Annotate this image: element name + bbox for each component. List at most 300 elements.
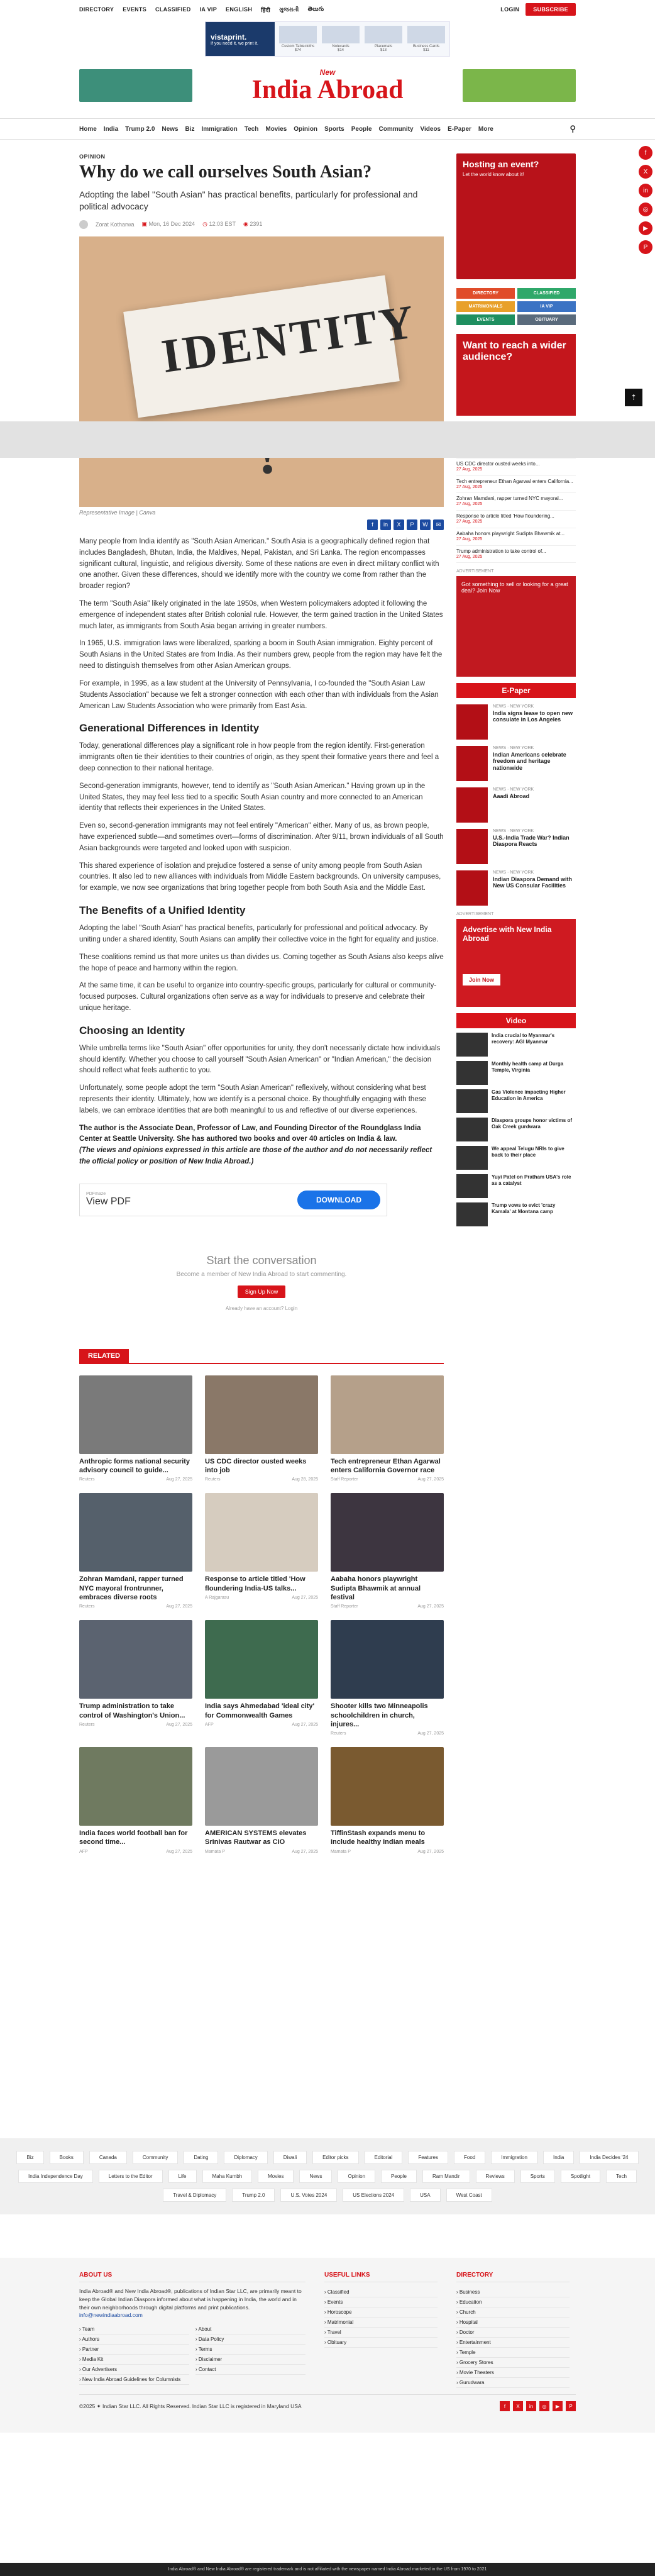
ad-card-price: $14 <box>337 48 344 52</box>
floating-social-icon[interactable]: ◎ <box>639 203 652 216</box>
tag-chip[interactable]: Sports <box>520 2170 555 2183</box>
hero-word: IDENTITY <box>158 294 420 383</box>
ad-card-price: $11 <box>423 48 429 52</box>
tag-chip[interactable]: Life <box>168 2170 197 2183</box>
ad-card[interactable] <box>279 26 317 52</box>
related-byline <box>331 1850 444 1854</box>
related-title[interactable]: Shooter kills two Minneapolis schoolchildren in church, injures... <box>331 1702 428 1728</box>
related-card[interactable] <box>205 1493 318 1609</box>
nav-item-e-paper[interactable]: E-Paper <box>448 125 471 133</box>
useful-link[interactable]: › Classified <box>324 2287 438 2297</box>
tag-chip[interactable]: Ram Mandir <box>422 2170 470 2183</box>
tag-chip[interactable]: Features <box>408 2151 448 2164</box>
author-name[interactable]: Zorat Kotharwa <box>96 221 135 228</box>
ad-card-image <box>322 26 360 43</box>
tag-chip[interactable]: Letters to the Editor <box>99 2170 163 2183</box>
floating-social-icon[interactable]: P <box>639 240 652 254</box>
hosting-event-ad[interactable]: Hosting an event? Let the world know about it! <box>456 153 576 279</box>
ad-cards <box>275 26 449 52</box>
epaper-title: Aaadi Abroad <box>493 792 530 799</box>
video-thumb <box>456 1202 488 1226</box>
related-author: Mamata P <box>205 1849 225 1854</box>
related-author: AFP <box>79 1849 88 1854</box>
top-nav <box>79 6 324 14</box>
sticky-ad-band <box>0 421 655 458</box>
epaper-tag: NEWS · NEW YORK <box>493 870 534 875</box>
tag-chip[interactable]: Trump 2.0 <box>232 2189 275 2202</box>
paragraph: These coalitions remind us that more unites us than divides us. Coming together as South Asians also keeps alive the hope of peace and harmony within the region. <box>79 953 444 972</box>
article-time: 12:03 EST <box>209 221 236 228</box>
top-nav-7[interactable]: తెలుగు <box>307 5 324 12</box>
tag-chip[interactable]: Spotlight <box>561 2170 600 2183</box>
related-title[interactable]: Zohran Mamdani, rapper turned NYC mayoral frontrunner, embraces diverse roots <box>79 1575 184 1601</box>
footer-link[interactable]: › New India Abroad Guidelines for Columnists <box>79 2375 189 2385</box>
video-item[interactable] <box>456 1033 576 1057</box>
paragraph: Adopting the label "South Asian" has practical benefits, particularly for professional and political advocacy. By uniting under a shared identity, South Asians can amplify their collective voice in the fight for equality and justice. <box>79 924 439 943</box>
tag-chip[interactable]: Editorial <box>365 2151 403 2164</box>
epaper-tag: NEWS · NEW YORK <box>493 746 534 751</box>
related-byline <box>205 1596 318 1600</box>
article-date: Mon, 16 Dec 2024 <box>148 221 195 228</box>
video-thumb <box>456 1174 488 1198</box>
video-thumb <box>456 1089 488 1113</box>
tag-chip[interactable]: Movies <box>258 2170 294 2183</box>
share-icon[interactable]: in <box>380 519 391 530</box>
sidebar-button-events[interactable]: EVENTS <box>456 314 515 325</box>
nav-item-trump-2-0[interactable]: Trump 2.0 <box>125 125 155 133</box>
tag-chip[interactable]: News <box>299 2170 332 2183</box>
nav-item-home[interactable]: Home <box>79 125 97 133</box>
ad-card[interactable] <box>365 26 402 52</box>
paragraph: While umbrella terms like "South Asian" offer opportunities for unity, they don't necessarily dictate how individuals should identify. Whether you choose to call yourself "South Asian American" or "Indian American," the decision should reflect what feels authentic to you. <box>79 1044 441 1075</box>
sidebar-buttons <box>456 288 576 325</box>
nav-item-sports[interactable]: Sports <box>324 125 344 133</box>
ad-card-image <box>279 26 317 43</box>
paragraph: Second-generation immigrants, however, tend to identify as "South Asian American." Having grown up in the United States, they may feel less tied to a specific South Asian country and more connected to an American identity that reflects their experiences in the United States. <box>79 782 426 813</box>
tag-chip[interactable]: Diplomacy <box>224 2151 267 2164</box>
sidebar-button-directory[interactable]: DIRECTORY <box>456 288 515 299</box>
ad-card-name: Business Cards <box>412 45 440 48</box>
copyright: ©2025 ✦ Indian Star LLC. All Rights Reserved. Indian Star LLC is registered in Maryland USA <box>79 2402 302 2409</box>
top-nav-1[interactable]: EVENTS <box>123 6 147 13</box>
social-icon[interactable]: f <box>500 2401 510 2411</box>
footer-link[interactable]: › Team <box>79 2324 189 2334</box>
related-card[interactable] <box>79 1375 192 1482</box>
tag-chip[interactable]: Dating <box>184 2151 218 2164</box>
article-subtitle: Adopting the label "South Asian" has practical benefits, particularly for professional and political advocacy <box>79 189 418 212</box>
footer-useful-links: USEFUL LINKS › Classified › Events › Horoscope › Matrimonial › Travel › Obituary <box>324 2272 438 2388</box>
classified-ad[interactable]: Got something to sell or looking for a great deal? Join Now <box>456 576 576 677</box>
tag-chip[interactable]: U.S. Votes 2024 <box>280 2189 337 2202</box>
footer-link[interactable]: › Partner <box>79 2345 189 2355</box>
latest-news-date: 27 Aug, 2025 <box>456 467 483 472</box>
related-date: Aug 27, 2025 <box>417 1604 444 1609</box>
tag-chip[interactable]: Opinion <box>338 2170 375 2183</box>
related-image <box>331 1375 444 1454</box>
related-section <box>79 1349 444 1854</box>
related-title[interactable]: US CDC director ousted weeks into job <box>205 1457 307 1475</box>
sidebar-button-matrimonials[interactable]: MATRIMONIALS <box>456 301 515 312</box>
pdf-ad-label: PDFmaze View PDF <box>86 1192 131 1208</box>
latest-news-item[interactable] <box>456 511 576 528</box>
directory-link[interactable]: › Business <box>456 2287 570 2297</box>
nav-item-biz[interactable]: Biz <box>185 125 195 133</box>
nav-item-community[interactable]: Community <box>378 125 414 133</box>
nav-item-videos[interactable]: Videos <box>420 125 441 133</box>
tag-chip[interactable]: US Elections 2024 <box>343 2189 404 2202</box>
download-button[interactable]: DOWNLOAD <box>297 1191 380 1209</box>
video-title: Diaspora groups honor victims of Oak Creek gurdwara <box>492 1118 573 1130</box>
related-date: Aug 28, 2025 <box>292 1477 318 1482</box>
directory-link[interactable]: › Movie Theaters <box>456 2368 570 2378</box>
section-heading: Choosing an Identity <box>79 1024 185 1036</box>
search-icon[interactable]: ⚲ <box>570 124 576 133</box>
floating-social-icon[interactable]: f <box>639 146 652 160</box>
directory-link[interactable]: › Gurudwara <box>456 2378 570 2388</box>
pdf-ad[interactable] <box>79 1184 387 1216</box>
related-heading: RELATED <box>79 1349 129 1363</box>
sidebar-button-ia-vip[interactable]: IA VIP <box>517 301 576 312</box>
tags-section <box>0 2138 655 2214</box>
latest-news-date: 27 Aug, 2025 <box>456 519 483 524</box>
epaper-item[interactable] <box>456 787 576 823</box>
footer-link[interactable]: › Authors <box>79 2334 189 2345</box>
left-banner-ad[interactable] <box>79 69 192 102</box>
related-card[interactable] <box>331 1493 444 1609</box>
nav-item-news[interactable]: News <box>162 125 179 133</box>
related-author: Reuters <box>79 1477 95 1482</box>
latest-news-item[interactable] <box>456 493 576 511</box>
tag-chip[interactable]: Maha Kumbh <box>202 2170 253 2183</box>
related-author: AFP <box>205 1722 214 1727</box>
related-title[interactable]: Response to article titled 'How floundering India-US talks... <box>205 1575 305 1592</box>
social-icon[interactable]: X <box>513 2401 523 2411</box>
signup-button[interactable]: Sign Up Now <box>238 1285 286 1298</box>
related-author: Staff Reporter <box>331 1604 358 1609</box>
subscribe-button[interactable]: SUBSCRIBE <box>526 3 576 16</box>
top-nav-0[interactable]: DIRECTORY <box>79 6 114 13</box>
video-list <box>456 1033 576 1226</box>
tag-chip[interactable]: Diwali <box>273 2151 307 2164</box>
epaper-heading: E-Paper <box>456 683 576 698</box>
video-item[interactable] <box>456 1089 576 1113</box>
directory-link[interactable]: › Temple <box>456 2348 570 2358</box>
floating-social-icon[interactable]: in <box>639 184 652 197</box>
epaper-title: India signs lease to open new consulate in Los Angeles <box>493 709 573 723</box>
tag-chip[interactable]: Books <box>50 2151 84 2164</box>
related-card[interactable] <box>205 1620 318 1736</box>
related-image <box>205 1493 318 1572</box>
nav-item-india[interactable]: India <box>103 125 119 133</box>
sidebar-button-obituary[interactable]: OBITUARY <box>517 314 576 325</box>
tag-chip[interactable]: Reviews <box>476 2170 515 2183</box>
footer-link[interactable]: › Contact <box>195 2365 305 2375</box>
video-title: Monthly health camp at Durga Temple, Virginia <box>492 1061 564 1073</box>
social-icon[interactable]: P <box>566 2401 576 2411</box>
ad-card-name: Custom Tablecloths <box>281 45 315 48</box>
video-title: Gas Violence impacting Higher Education in America <box>492 1089 566 1101</box>
disclaimer: (The views and opinions expressed in this article are those of the author and do not necessarily reflect the official policy or position of New India Abroad.) <box>79 1146 432 1165</box>
related-byline <box>205 1850 318 1854</box>
tag-chip[interactable]: India Independence Day <box>18 2170 93 2183</box>
tag-chip[interactable]: Community <box>133 2151 178 2164</box>
ad-card-image <box>365 26 402 43</box>
latest-news-item[interactable] <box>456 458 576 476</box>
ad-card-price: $13 <box>380 48 387 52</box>
related-byline <box>331 1604 444 1609</box>
video-item[interactable] <box>456 1061 576 1085</box>
hero-image <box>79 236 444 507</box>
login-prompt[interactable]: Already have an account? Login <box>225 1305 298 1311</box>
directory-link[interactable]: › Entertainment <box>456 2338 570 2348</box>
ad-card-price: $74 <box>294 48 301 52</box>
related-title[interactable]: Tech entrepreneur Ethan Agarwal enters California Governor race <box>331 1457 441 1475</box>
footer-link[interactable]: › Data Policy <box>195 2334 305 2345</box>
footer-about: ABOUT US India Abroad® and New India Abroad®, publications of Indian Star LLC, are primarily meant to keep the Global Indian Diaspora informed about what is happening in India, the world and in their own neighborhoods through digital platforms and print publications. info@newindiaabroad.com › Team › About › Authors › Data Policy › Partner › Terms › Media Kit › Disclaimer › Our Advertisers › Contact › New India Abroad Guidelines for Columnists <box>79 2272 305 2388</box>
related-date: Aug 27, 2025 <box>166 1604 192 1609</box>
top-nav-5[interactable]: हिंदी <box>261 6 270 13</box>
advertise-ad[interactable]: Advertise with New India Abroad Join Now <box>456 919 576 1007</box>
related-image <box>205 1620 318 1699</box>
ad-card[interactable] <box>322 26 360 52</box>
top-nav-4[interactable]: ENGLISH <box>226 6 253 13</box>
tag-chip[interactable]: People <box>381 2170 417 2183</box>
related-title[interactable]: TiffinStash expands menu to include healthy Indian meals <box>331 1829 426 1846</box>
related-title[interactable]: AMERICAN SYSTEMS elevates Srinivas Rautwar as CIO <box>205 1829 307 1846</box>
related-title[interactable]: India faces world football ban for second time... <box>79 1829 188 1846</box>
epaper-item[interactable] <box>456 704 576 740</box>
ad-card-name: Notecards <box>332 45 350 48</box>
epaper-tag: NEWS · NEW YORK <box>493 787 534 792</box>
tag-chip[interactable]: USA <box>410 2189 440 2202</box>
comments-section <box>79 1254 444 1311</box>
paragraph: This shared experience of isolation and prejudice fostered a sense of unity among people from South Asian countries. It also led to new alliances with individuals from Middle Eastern backgrounds. On university campuses, for example, we now see organizations that bring together people from both South Asia and the Middle East. <box>79 862 441 892</box>
article-column <box>79 153 444 1854</box>
epaper-item[interactable] <box>456 746 576 781</box>
related-image <box>205 1375 318 1454</box>
join-now-button[interactable]: Join Now <box>463 974 500 985</box>
top-nav-6[interactable]: ગુજરાતી <box>278 6 299 13</box>
epaper-tag: NEWS · NEW YORK <box>493 704 534 709</box>
tag-chip[interactable]: Canada <box>89 2151 127 2164</box>
related-card[interactable] <box>331 1375 444 1482</box>
video-item[interactable] <box>456 1118 576 1141</box>
epaper-thumb <box>456 704 488 740</box>
social-icon[interactable]: in <box>526 2401 536 2411</box>
ad-card[interactable] <box>407 26 445 52</box>
related-card[interactable] <box>79 1493 192 1609</box>
footer-email[interactable]: info@newindiaabroad.com <box>79 2312 143 2319</box>
related-card[interactable] <box>331 1620 444 1736</box>
video-item[interactable] <box>456 1202 576 1226</box>
latest-news-date: 27 Aug, 2025 <box>456 536 483 541</box>
related-image <box>331 1620 444 1699</box>
related-author: Reuters <box>331 1731 346 1736</box>
directory-link[interactable]: › Education <box>456 2297 570 2307</box>
directory-link[interactable]: › Doctor <box>456 2328 570 2338</box>
footer-link[interactable]: › Disclaimer <box>195 2355 305 2365</box>
related-author: Reuters <box>79 1604 95 1609</box>
nav-item-opinion[interactable]: Opinion <box>294 125 318 133</box>
tag-chip[interactable]: India Decides '24 <box>580 2151 638 2164</box>
related-byline <box>79 1604 192 1609</box>
latest-news-date: 27 Aug, 2025 <box>456 484 483 489</box>
ad-label: ADVERTISEMENT <box>456 912 494 917</box>
video-thumb <box>456 1146 488 1170</box>
scroll-top-icon[interactable]: ⇡ <box>625 389 642 406</box>
article-meta <box>79 220 444 229</box>
related-card[interactable] <box>79 1620 192 1736</box>
related-title[interactable]: Anthropic forms national security advisory council to guide... <box>79 1457 190 1475</box>
video-thumb <box>456 1033 488 1057</box>
related-title[interactable]: Aabaha honors playwright Sudipta Bhawmik at annual festival <box>331 1575 421 1601</box>
related-date: Aug 27, 2025 <box>292 1849 318 1854</box>
related-title[interactable]: Trump administration to take control of Washington's Union... <box>79 1702 185 1719</box>
footer-directory: DIRECTORY › Business › Education › Church › Hospital › Doctor › Entertainment › Temple › Grocery Stores › Movie Theaters › Gurudwara <box>456 2272 570 2388</box>
useful-link[interactable]: › Obituary <box>324 2338 438 2348</box>
useful-link[interactable]: › Events <box>324 2297 438 2307</box>
top-nav-3[interactable]: IA VIP <box>199 6 217 13</box>
paragraph: Many people from India identify as "South Asian American." South Asia is a geographically defined region that includes Bangladesh, Bhutan, India, the Maldives, Nepal, Pakistan, and Sri Lanka. The region encompasses significant cultural, linguistic, and religious diversity. Some of these nations are even in direct military conflict with one another. Given these differences, should we identify more with the country we come from rather than the broader region? <box>79 537 439 591</box>
logo-line2: India Abroad <box>251 75 404 104</box>
share-icon[interactable]: X <box>394 519 404 530</box>
login-link[interactable]: LOGIN <box>500 6 520 13</box>
tag-chip[interactable]: Tech <box>606 2170 637 2183</box>
latest-news-item[interactable] <box>456 476 576 494</box>
image-caption: Representative Image | Canva <box>79 509 156 516</box>
paragraph: In 1965, U.S. immigration laws were liberalized, sparking a boom in South Asian immigration. Eighty percent of South Asians in the United States are from India. As their numbers grew, people from the region may have felt the need to distinguish themselves from other Asian American groups. <box>79 640 443 670</box>
paragraph: Unfortunately, some people adopt the term "South Asian American" reflexively, without considering what best represents their identity. Ultimately, how we identify is a personal choice. By thoughtfully engaging with these labels, we can embrace identities that are both meaningful to us and reflective of our diverse experiences. <box>79 1084 426 1114</box>
related-image <box>205 1747 318 1826</box>
video-thumb <box>456 1061 488 1085</box>
latest-news-title: US CDC director ousted weeks into... <box>456 460 540 467</box>
share-icon[interactable]: W <box>420 519 431 530</box>
related-date: Aug 27, 2025 <box>292 1722 318 1727</box>
related-byline <box>79 1850 192 1854</box>
related-date: Aug 27, 2025 <box>417 1849 444 1854</box>
related-byline <box>205 1723 318 1727</box>
right-banner-ad[interactable] <box>463 69 576 102</box>
footer-link[interactable]: › About <box>195 2324 305 2334</box>
paragraph: Even so, second-generation immigrants may not feel entirely "American" either. Many of us, as brown people, have experienced subtle—and sometimes overt—forms of discrimination. After 9/11, brown individuals of all South Asian backgrounds were targeted and looked upon with suspicion. <box>79 822 444 852</box>
directory-link[interactable]: › Grocery Stores <box>456 2358 570 2368</box>
tag-chip[interactable]: West Coast <box>446 2189 492 2202</box>
footer-link[interactable]: › Our Advertisers <box>79 2365 189 2375</box>
ad-brand: vistaprint. If you need it, we print it. <box>206 22 275 56</box>
useful-link[interactable]: › Matrimonial <box>324 2318 438 2328</box>
related-date: Aug 27, 2025 <box>292 1595 318 1600</box>
tag-chip[interactable]: Editor picks <box>312 2151 358 2164</box>
social-icon[interactable]: ▶ <box>553 2401 563 2411</box>
nav-item-movies[interactable]: Movies <box>265 125 287 133</box>
tag-chip[interactable]: Travel & Diplomacy <box>163 2189 226 2202</box>
site-logo[interactable] <box>252 68 404 103</box>
video-item[interactable] <box>456 1146 576 1170</box>
epaper-text <box>493 746 576 781</box>
epaper-thumb <box>456 870 488 906</box>
directory-link[interactable]: › Church <box>456 2307 570 2318</box>
top-bar <box>79 0 576 19</box>
author-bio: The author is the Associate Dean, Professor of Law, and Founding Director of the Roundglass India Center at Seattle University. She has authored two books and over 40 articles on India & law. <box>79 1124 421 1143</box>
tag-chip[interactable]: Food <box>454 2151 485 2164</box>
related-author: Reuters <box>205 1477 221 1482</box>
related-byline <box>79 1477 192 1482</box>
related-card[interactable] <box>205 1747 318 1854</box>
latest-news-item[interactable] <box>456 546 576 564</box>
footer-link[interactable]: › Media Kit <box>79 2355 189 2365</box>
related-author: Mamata P <box>331 1849 351 1854</box>
floating-social-icon[interactable]: ▶ <box>639 221 652 235</box>
related-byline <box>79 1723 192 1727</box>
floating-social-icon[interactable]: X <box>639 165 652 179</box>
top-actions <box>500 3 576 16</box>
related-card[interactable] <box>205 1375 318 1482</box>
directory-link[interactable]: › Hospital <box>456 2318 570 2328</box>
related-image <box>79 1620 192 1699</box>
related-card[interactable] <box>331 1747 444 1854</box>
article-category[interactable]: OPINION <box>79 153 106 160</box>
video-heading: Video <box>456 1013 576 1028</box>
share-icon[interactable]: ✉ <box>433 519 444 530</box>
epaper-item[interactable] <box>456 870 576 906</box>
comments-title: Start the conversation <box>206 1253 317 1267</box>
video-title: India crucial to Myanmar's recovery: AGI Myanmar <box>492 1033 555 1045</box>
footer-link[interactable]: › Terms <box>195 2345 305 2355</box>
share-icon[interactable]: f <box>367 519 378 530</box>
vistaprint-ad[interactable] <box>205 21 450 57</box>
main-nav <box>0 118 655 140</box>
section-heading: The Benefits of a Unified Identity <box>79 904 246 917</box>
wider-audience-ad[interactable]: Want to reach a wider audience? <box>456 334 576 416</box>
eye-icon: ◉ <box>243 221 248 228</box>
comments-subtitle: Become a member of New India Abroad to start commenting. <box>176 1270 347 1278</box>
useful-link[interactable]: › Horoscope <box>324 2307 438 2318</box>
related-author: A Rajgarasu <box>205 1595 229 1600</box>
related-card[interactable] <box>79 1747 192 1854</box>
epaper-title: U.S.-India Trade War? Indian Diaspora Reacts <box>493 834 570 848</box>
epaper-text <box>493 829 576 864</box>
tag-chip[interactable]: Biz <box>16 2151 43 2164</box>
related-title[interactable]: India says Ahmedabad 'ideal city' for Commonwealth Games <box>205 1702 315 1719</box>
useful-link[interactable]: › Travel <box>324 2328 438 2338</box>
article-title: Why do we call ourselves South Asian? <box>79 162 372 182</box>
paragraph: The term "South Asia" likely originated in the late 1950s, when Western policymakers adopted it following the emergence of independent states after British colonial rule. However, the term gained traction in the United States much later, as immigrants from South Asia began arriving in greater numbers. <box>79 600 443 630</box>
sidebar-button-classified[interactable]: CLASSIFIED <box>517 288 576 299</box>
nav-item-tech[interactable]: Tech <box>244 125 259 133</box>
nav-item-people[interactable]: People <box>351 125 372 133</box>
tag-chip[interactable]: India <box>543 2151 574 2164</box>
related-date: Aug 27, 2025 <box>166 1722 192 1727</box>
top-nav-2[interactable]: CLASSIFIED <box>155 6 191 13</box>
related-author: Reuters <box>79 1722 95 1727</box>
latest-news-item[interactable] <box>456 528 576 546</box>
epaper-thumb <box>456 787 488 823</box>
nav-item-more[interactable]: More <box>478 125 493 133</box>
share-icon[interactable]: P <box>407 519 417 530</box>
logo-row <box>79 65 576 106</box>
tag-chip[interactable]: Immigration <box>491 2151 537 2164</box>
top-ad[interactable] <box>0 21 655 57</box>
sidebar <box>456 153 576 1854</box>
social-icon[interactable]: ◎ <box>539 2401 549 2411</box>
video-item[interactable] <box>456 1174 576 1198</box>
video-thumb <box>456 1118 488 1141</box>
calendar-icon: ▣ <box>141 221 148 228</box>
epaper-item[interactable] <box>456 829 576 864</box>
latest-news-title: Trump administration to take control of... <box>456 548 546 554</box>
nav-item-immigration[interactable]: Immigration <box>201 125 238 133</box>
footer-socials <box>500 2401 576 2411</box>
